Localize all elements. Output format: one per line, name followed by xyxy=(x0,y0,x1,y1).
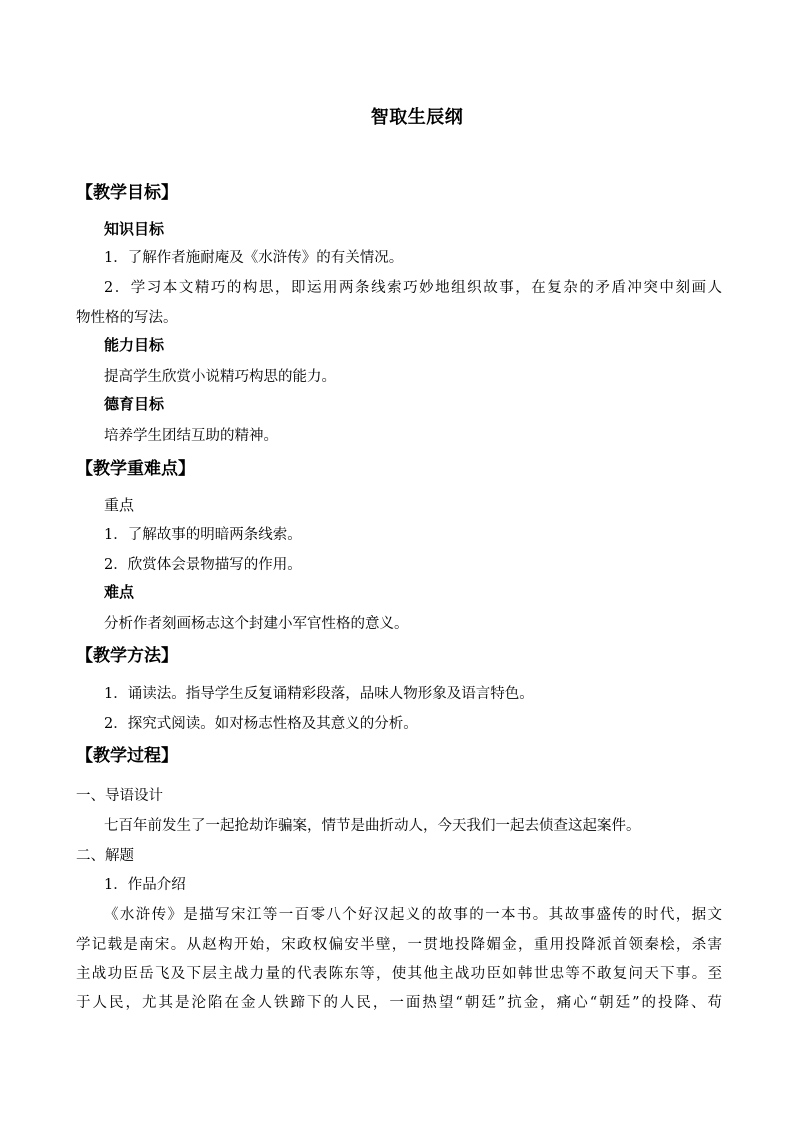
method-item-2: 2．探究式阅读。如对杨志性格及其意义的分析。 xyxy=(104,716,418,732)
process-part-2-subheading: 1．作品介绍 xyxy=(104,877,186,893)
process-paragraph-line-1: 《水浒传》是描写宋江等一百零八个好汉起义的故事的一本书。其故事盛传的时代，据文 xyxy=(104,907,722,923)
section-heading-process: 【教学过程】 xyxy=(76,746,178,766)
section-heading-methods: 【教学方法】 xyxy=(76,646,178,666)
ability-goal-heading: 能力目标 xyxy=(104,336,165,354)
page-title: 智取生辰纲 xyxy=(370,107,464,128)
moral-goal-item: 培养学生团结互助的精神。 xyxy=(104,428,278,444)
moral-goal-heading: 德育目标 xyxy=(104,395,165,413)
knowledge-goal-item-2-line-2: 物性格的写法。 xyxy=(76,310,178,326)
process-paragraph-line-2: 学记载是南宋。从赵构开始，宋政权偏安半壁，一贯地投降媚金，重用投降派首领秦桧，杀害 xyxy=(76,937,722,953)
process-part-1-heading: 一、导语设计 xyxy=(76,788,163,804)
method-item-1: 1．诵读法。指导学生反复诵精彩段落，品味人物形象及语言特色。 xyxy=(104,686,534,702)
difficult-point-heading: 难点 xyxy=(104,583,135,601)
key-point-item-1: 1．了解故事的明暗两条线索。 xyxy=(104,527,302,543)
process-paragraph-line-4: 于人民，尤其是沦陷在金人铁蹄下的人民，一面热望“朝廷”抗金，痛心“朝廷”的投降、苟 xyxy=(76,995,722,1011)
ability-goal-item: 提高学生欣赏小说精巧构思的能力。 xyxy=(104,369,336,385)
process-part-2-heading: 二、解题 xyxy=(76,848,134,864)
process-part-1-text: 七百年前发生了一起抢劫诈骗案，情节是曲折动人，今天我们一起去侦查这起案件。 xyxy=(104,818,641,834)
key-point-item-2: 2．欣赏体会景物描写的作用。 xyxy=(104,557,302,573)
knowledge-goal-item-1: 1．了解作者施耐庵及《水浒传》的有关情况。 xyxy=(104,250,404,266)
knowledge-goal-item-2-line-1: 2．学习本文精巧的构思，即运用两条线索巧妙地组织故事，在复杂的矛盾冲突中刻画人 xyxy=(104,280,722,296)
key-point-heading: 重点 xyxy=(104,496,135,514)
section-heading-goals: 【教学目标】 xyxy=(76,183,178,203)
section-heading-key-points: 【教学重难点】 xyxy=(76,459,195,479)
process-paragraph-line-3: 主战功臣岳飞及下层主战力量的代表陈东等，使其他主战功臣如韩世忠等不敢复问天下事。至 xyxy=(76,966,722,982)
difficult-point-item: 分析作者刻画杨志这个封建小军官性格的意义。 xyxy=(104,616,409,632)
knowledge-goal-heading: 知识目标 xyxy=(104,220,165,238)
